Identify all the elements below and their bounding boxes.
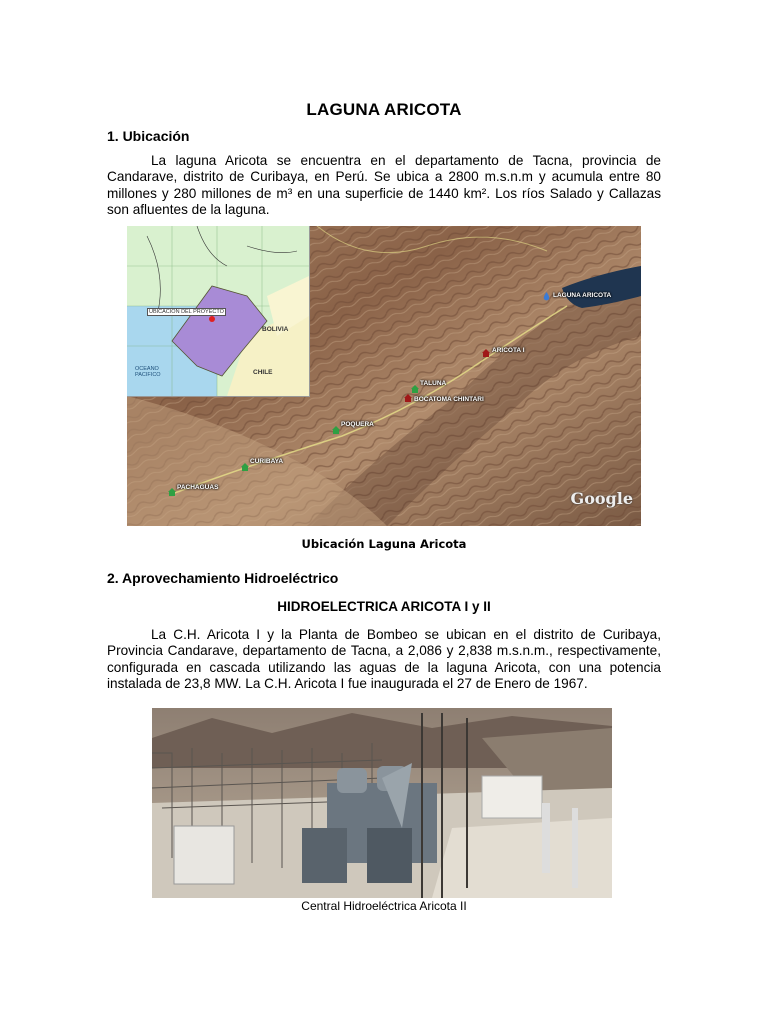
house-red-icon — [404, 394, 412, 402]
house-green-icon — [332, 426, 340, 434]
paragraph-hidroelectrica: La C.H. Aricota I y la Planta de Bombeo se ubican en el distrito de Curibaya, Provincia Candarave, departamento de Tacna, a 2,086 y 2,838 m.s.n.m., respectivamente, configurada en cascada utilizando las aguas de la laguna Aricota, con una potencia instalada de 23,8 MW. La C.H. Aricota I fue inaugurada el 27 de Enero de 1967. — [107, 627, 661, 692]
place-label-laguna-aricota: LAGUNA ARICOTA — [553, 292, 612, 299]
inset-label-chile: CHILE — [253, 369, 273, 376]
inset-label-project: UBICACION DEL PROYECTO — [149, 309, 224, 315]
map-caption: Ubicación Laguna Aricota — [301, 537, 467, 551]
house-green-icon — [411, 385, 419, 393]
place-label-poquera: POQUERA — [341, 421, 374, 428]
inset-region-map — [127, 226, 310, 397]
house-green-icon — [168, 488, 176, 496]
place-label-bocatoma-chintari: BOCATOMA CHINTARI — [414, 396, 484, 403]
place-label-taluna: TALUNA — [420, 380, 447, 387]
section-heading-aprovechamiento: 2. Aprovechamiento Hidroeléctrico — [107, 570, 339, 586]
inset-label-ocean: OCEANO PACIFICO — [135, 366, 161, 378]
section-heading-ubicacion: 1. Ubicación — [107, 128, 190, 144]
house-green-icon — [241, 463, 249, 471]
page-title: LAGUNA ARICOTA — [306, 100, 462, 119]
place-label-pachaguas: PACHAGUAS — [177, 484, 219, 491]
location-map — [127, 226, 641, 526]
google-watermark: Google — [570, 489, 633, 508]
paragraph-ubicacion: La laguna Aricota se encuentra en el departamento de Tacna, provincia de Candarave, distrito de Curibaya, en Perú. Se ubica a 2800 m.s.n.m y acumula entre 80 millones y 280 millones de m³ en una superficie de 1440 km². Los ríos Salado y Callazas son afluentes de la laguna. — [107, 153, 661, 218]
substation-illustration — [152, 708, 612, 898]
substation-photo — [152, 708, 612, 898]
inset-label-bolivia: BOLIVIA — [262, 326, 289, 333]
place-label-aricota-i: ARICOTA I — [492, 347, 525, 354]
place-label-curibaya: CURIBAYA — [250, 458, 284, 465]
house-red-icon — [482, 349, 490, 357]
photo-caption: Central Hidroeléctrica Aricota II — [301, 899, 467, 913]
subheading-hidroelectrica: HIDROELECTRICA ARICOTA I y II — [277, 599, 491, 614]
water-drop-icon — [543, 292, 550, 302]
